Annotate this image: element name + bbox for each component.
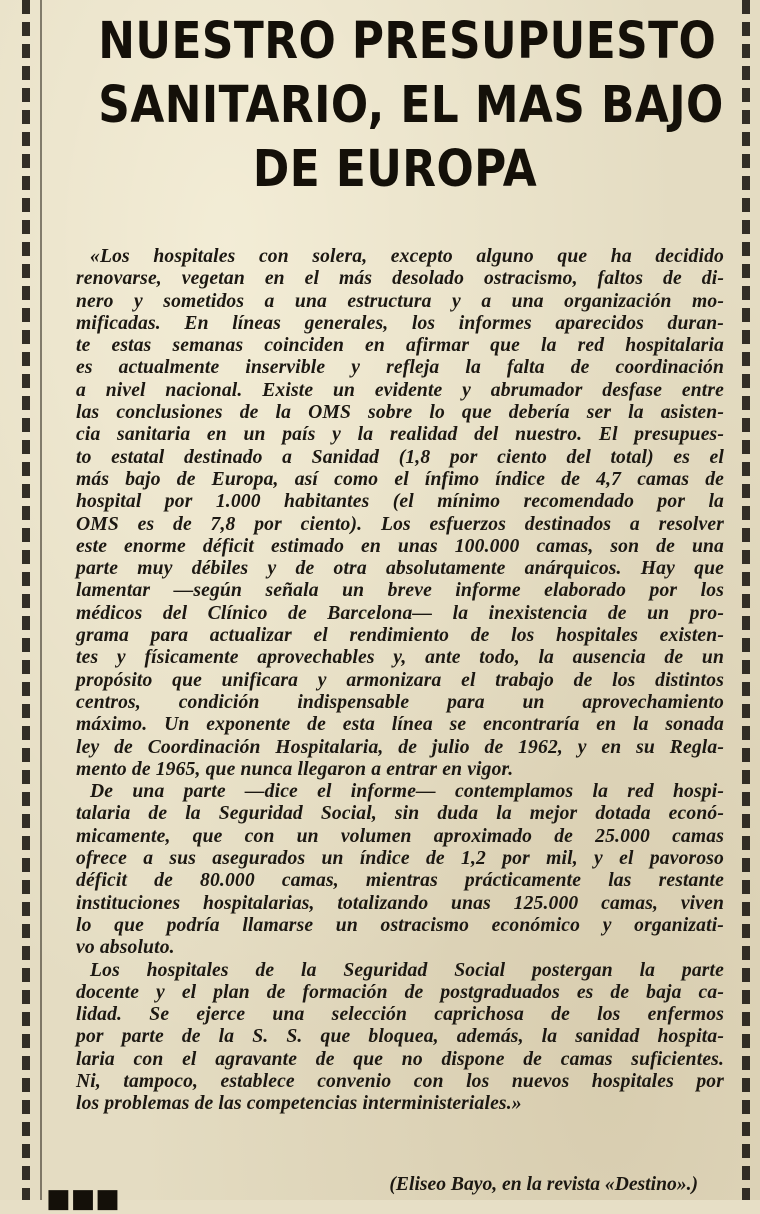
body-line: grama para actualizar el rendimiento de los hospitales existen- — [76, 625, 724, 647]
body-line: este enorme déficit estimado en unas 100.000 camas, son de una — [76, 535, 724, 557]
body-line: lidad. Se ejerce una selección caprichosa de los enfermos — [76, 1004, 724, 1026]
body-line: micamente, que con un volumen aproximado de 25.000 camas — [76, 825, 724, 847]
body-line: por parte de la S. S. que bloquea, además, la sanidad hospita- — [76, 1026, 724, 1048]
body-line: Ni, tampoco, establece convenio con los nuevos hospitales por — [76, 1070, 724, 1092]
body-line: a nivel nacional. Existe un evidente y abrumador desfase entre — [76, 379, 724, 401]
body-line: nero y sometidos a una estructura y a una organización mo- — [76, 290, 724, 312]
body-line: parte muy débiles y de otra absolutamente anárquicos. Hay que — [76, 558, 724, 580]
article-body — [76, 246, 724, 1116]
body-line: te estas semanas coinciden en afirmar que la red hospitalaria — [76, 335, 724, 357]
headline-line-3: DE EUROPA — [252, 140, 538, 199]
body-line: «Los hospitales con solera, excepto alguno que ha decidido — [90, 246, 724, 267]
body-line: talaria de la Seguridad Social, sin duda la mejor dotada econó- — [76, 803, 724, 825]
body-line: De una parte —dice el informe— contemplamos la red hospi- — [90, 781, 724, 803]
left-column-border — [40, 0, 42, 1200]
article-attribution: (Eliseo Bayo, en la revista «Destino».) — [389, 1174, 698, 1195]
body-line: tes y físicamente aprovechables y, ante todo, la ausencia de un — [76, 647, 724, 669]
body-line: mento de 1965, que nunca llegaron a entrar en vigor. — [76, 758, 514, 780]
body-line: ofrece a sus asegurados un índice de 1,2 por mil, y el pavoroso — [76, 848, 724, 870]
body-line: ley de Coordinación Hospitalaria, de julio de 1962, y en su Regla- — [76, 736, 724, 758]
body-line: hospital por 1.000 habitantes (el mínimo recomendado por la — [76, 491, 724, 513]
body-line: laria con el agravante de que no dispone de camas suficientes. — [76, 1048, 724, 1070]
left-dashed-column-rule — [22, 0, 30, 1200]
body-line: lamentar —según señala un breve informe elaborado por los — [76, 580, 724, 602]
body-line: las conclusiones de la OMS sobre lo que debería ser la asisten- — [76, 402, 724, 424]
body-line: más bajo de Europa, así como el ínfimo índice de 4,7 camas de — [76, 468, 724, 490]
body-line: centros, condición indispensable para un aprovechamiento — [76, 691, 724, 713]
next-article-fragment — [46, 1184, 196, 1214]
body-line: OMS es de 7,8 por ciento). Los esfuerzos destinados a resolver — [76, 513, 724, 535]
body-line: cia sanitaria en un país y la realidad del nuestro. El presupues- — [76, 424, 724, 446]
right-dashed-column-rule — [742, 0, 750, 1200]
headline-line-2: SANITARIO, EL MAS BAJO — [98, 76, 724, 135]
body-line: docente y el plan de formación de postgraduados es de baja ca- — [76, 981, 724, 1003]
body-line: vo absoluto. — [76, 937, 175, 959]
body-line: lo que podría llamarse un ostracismo económico y organizati- — [76, 914, 724, 936]
body-line: mificadas. En líneas generales, los informes aparecidos duran- — [76, 312, 724, 334]
body-line: propósito que unificara y armonizara el trabajo de los distintos — [76, 669, 724, 691]
body-line: Los hospitales de la Seguridad Social postergan la parte — [90, 959, 724, 981]
body-line: instituciones hospitalarias, totalizando unas 125.000 camas, viven — [76, 892, 724, 914]
body-line: máximo. Un exponente de esta línea se encontraría en la sonada — [76, 714, 724, 736]
cropped-next-headline: ■■■ — [46, 1184, 120, 1214]
headline-line-1: NUESTRO PRESUPUESTO — [98, 12, 717, 71]
body-line: renovarse, vegetan en el más desolado ostracismo, faltos de di- — [76, 268, 724, 290]
headline — [98, 10, 724, 202]
body-line: médicos del Clínico de Barcelona— la inexistencia de un pro- — [76, 602, 724, 624]
body-line: es actualmente inservible y refleja la falta de coordinación — [76, 357, 724, 379]
body-line: to estatal destinado a Sanidad (1,8 por ciento del total) es el — [76, 446, 724, 468]
body-line: déficit de 80.000 camas, mientras prácticamente las restante — [76, 870, 724, 892]
body-line: los problemas de las competencias interministeriales.» — [76, 1093, 522, 1115]
